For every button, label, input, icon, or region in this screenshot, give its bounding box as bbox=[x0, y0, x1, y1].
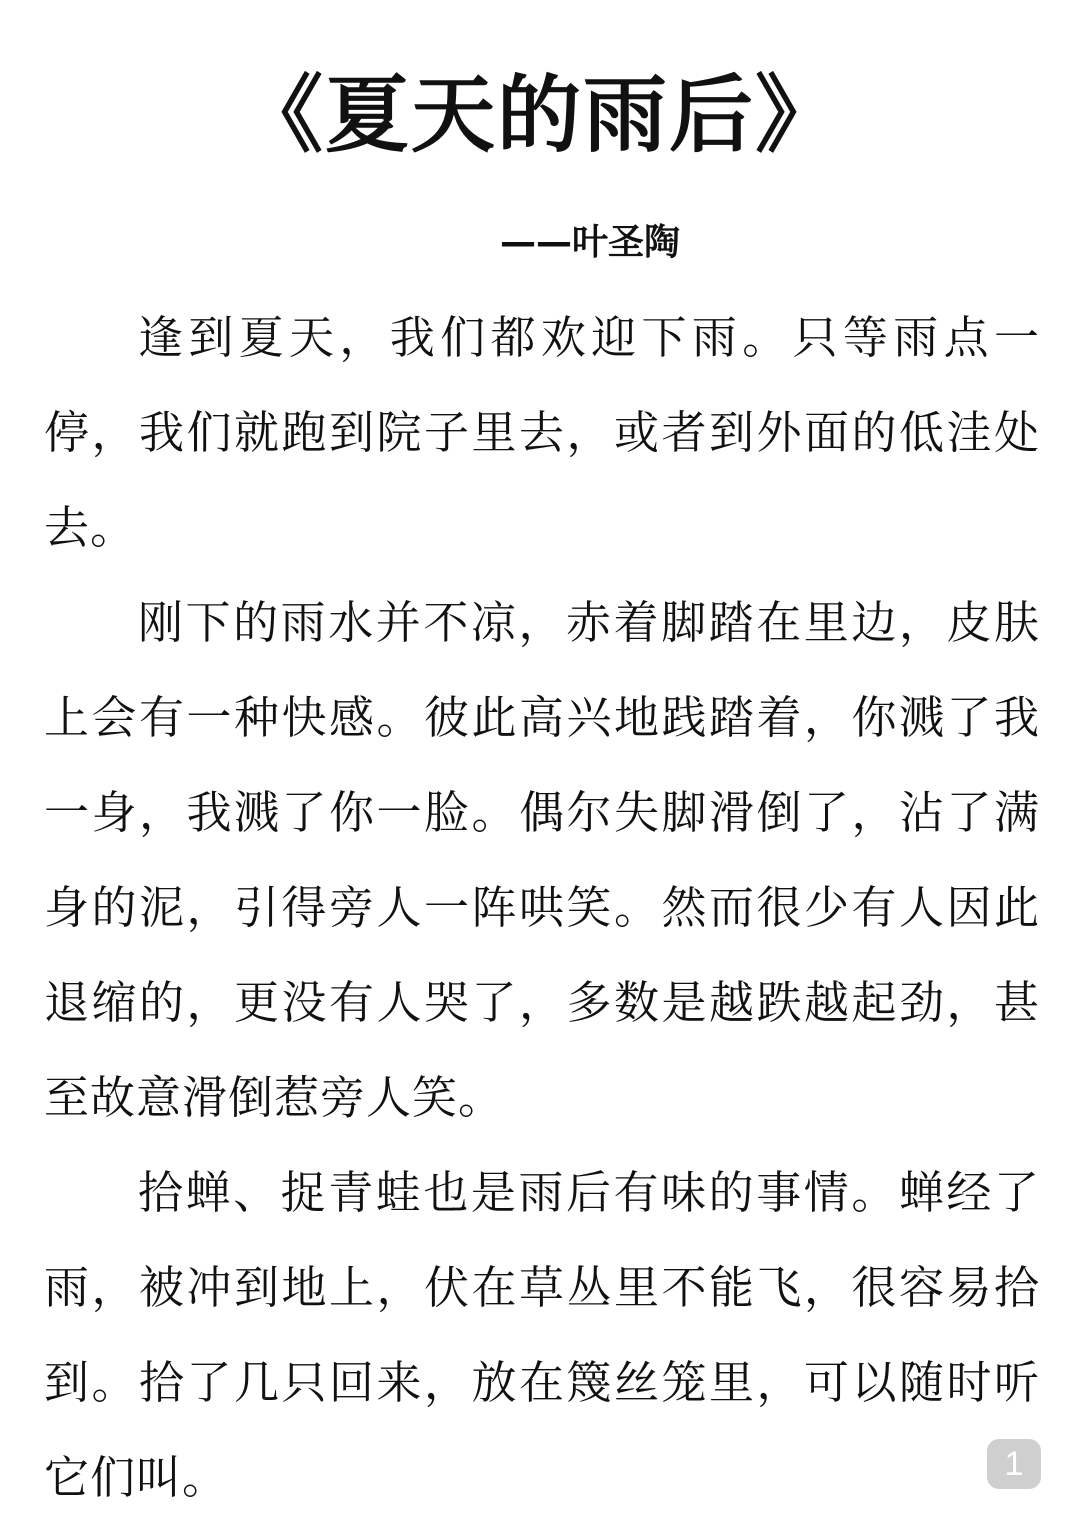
paragraph-1: 逢到夏天，我们都欢迎下雨。只等雨点一停，我们就跑到院子里去，或者到外面的低洼处去。 bbox=[44, 311, 1040, 554]
page-number-badge: 1 bbox=[987, 1439, 1041, 1489]
paragraph-3: 拾蝉、捉青蛙也是雨后有味的事情。蝉经了雨，被冲到地上，伏在草丛里不能飞，很容易拾到。拾了几只回来，放在篾丝笼里，可以随时听它们叫。 bbox=[44, 1166, 1040, 1504]
author-line: ——叶圣陶 bbox=[500, 222, 681, 263]
paragraph-2: 刚下的雨水并不凉，赤着脚踏在里边，皮肤上会有一种快感。彼此高兴地践踏着，你溅了我一身，我溅了你一脸。偶尔失脚滑倒了，沾了满身的泥，引得旁人一阵哄笑。然而很少有人因此退缩的，更没有人哭了，多数是越跌越起劲，甚至故意滑倒惹旁人笑。 bbox=[44, 596, 1040, 1124]
body-text bbox=[44, 290, 1040, 1525]
document-title: 《夏天的雨后》 bbox=[238, 66, 841, 164]
